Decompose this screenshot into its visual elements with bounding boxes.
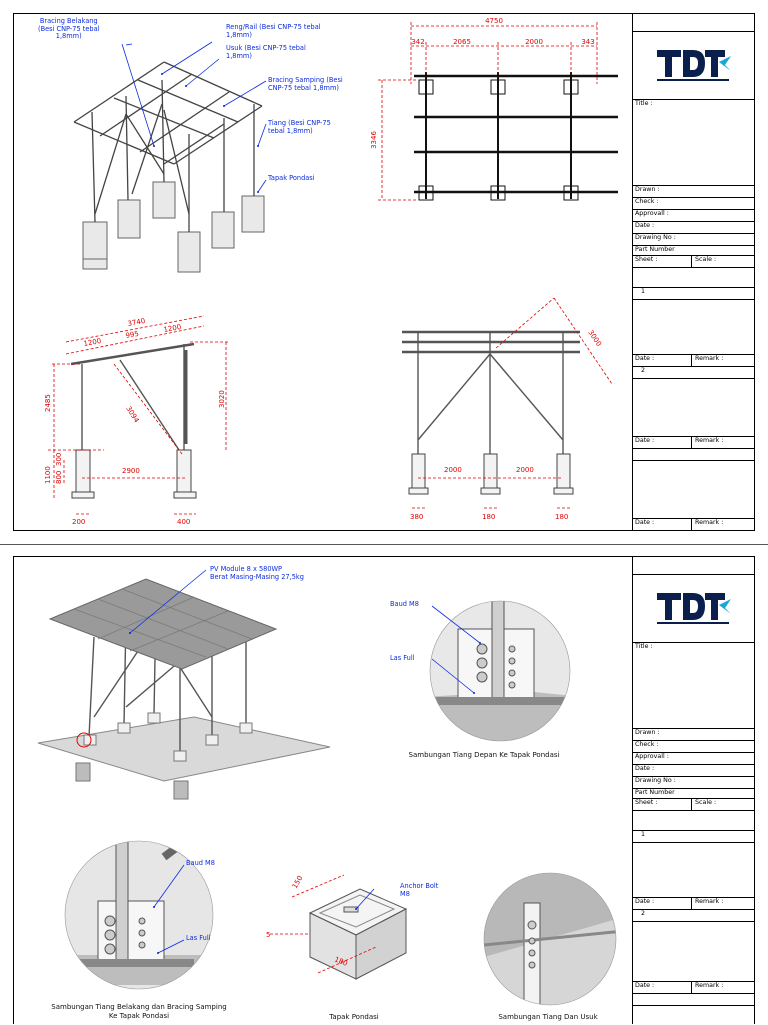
- callout-bracing-belakang: Bracing Belakang (Besi CNP-75 tebal 1,8mm): [38, 17, 100, 41]
- front-dimensions: [412, 298, 612, 508]
- logo-cell: [633, 32, 754, 100]
- plan-view: [414, 72, 618, 200]
- label-title-block-date: Date :: [635, 355, 655, 362]
- label-title-block-date: Date :: [633, 765, 754, 777]
- label-title-block-approval: Approvall :: [633, 210, 754, 222]
- label-title-block-date: Date :: [635, 898, 655, 905]
- caption-belakang: Sambungan Tiang Belakang dan Bracing Samping Ke Tapak Pondasi: [51, 1003, 227, 1020]
- plan-dim-span-1: 2065: [453, 38, 471, 46]
- label-title-block-part-number: Part Number: [633, 246, 754, 256]
- callout-las-1: Las Full: [390, 654, 415, 662]
- plan-dim-overall: 4750: [485, 17, 503, 25]
- label-title-block-rev2: 2: [641, 910, 646, 917]
- label-title-block-rev1: 1: [641, 831, 646, 838]
- side-dim-base-right: 400: [177, 518, 191, 526]
- label-title-block-date: Date :: [635, 982, 655, 989]
- callout-baud-2: Baud M8: [186, 859, 215, 867]
- side-dim-front-height: 2485: [44, 394, 52, 412]
- label-title-block-sheet: Sheet :: [635, 256, 658, 263]
- front-dim-diag: 3000: [586, 328, 603, 348]
- label-title-block-check: Check :: [633, 741, 754, 753]
- label-title-block-remark: Remark :: [691, 898, 723, 909]
- company-logo: [655, 44, 733, 84]
- sheet-2-drawings: [14, 557, 634, 1025]
- label-title-block-scale: Scale :: [691, 256, 716, 267]
- label-title-block-remark: Remark :: [691, 437, 723, 448]
- label-title-block-date: Date :: [633, 222, 754, 234]
- caption-depan: Sambungan Tiang Depan Ke Tapak Pondasi: [408, 751, 560, 759]
- side-dim-seg-1: 1200: [82, 336, 102, 348]
- callout-anchor: Anchor Bolt M8: [400, 882, 439, 898]
- front-view: [402, 332, 580, 494]
- page-separator: [0, 544, 768, 545]
- detail-post-rafter: [484, 873, 624, 1013]
- front-dim-span-2: 2000: [516, 466, 534, 474]
- footing-dim-180: 180: [333, 955, 349, 968]
- detail-footing: [310, 889, 406, 979]
- callout-usuk: Usuk (Besi CNP-75 tebal 1,8mm): [226, 44, 306, 60]
- side-dim-rear-height: 3020: [218, 390, 226, 408]
- label-title-block-drawn: Drawn :: [633, 729, 754, 741]
- label-title-block-check: Check :: [633, 198, 754, 210]
- plan-dim-span-2: 2000: [525, 38, 543, 46]
- label-title-block-rev1: 1: [641, 288, 646, 295]
- side-dim-pier-300: 300: [55, 452, 63, 466]
- drawing-sheet-2: [13, 556, 755, 1024]
- company-logo: [655, 587, 733, 627]
- caption-tapak: Tapak Pondasi: [329, 1013, 379, 1021]
- label-title-block-rev2: 2: [641, 367, 646, 374]
- detail-front-post-base: [424, 597, 584, 757]
- drawing-sheet-1: [13, 13, 755, 531]
- title-cell: Title :: [633, 100, 754, 186]
- side-dim-seg-3: 1200: [162, 322, 182, 334]
- label-title-block-remark: Remark :: [691, 982, 723, 993]
- callout-baud-1: Baud M8: [390, 600, 419, 608]
- front-dim-base-3: 180: [555, 513, 569, 521]
- title-block-2: [632, 557, 754, 1024]
- plan-dim-depth: 3346: [370, 131, 378, 149]
- plan-dimensions: [378, 22, 597, 200]
- title-block-1: [632, 14, 754, 530]
- label-title-block-scale: Scale :: [691, 799, 716, 810]
- label-title-block-remark: Remark :: [691, 519, 723, 531]
- label-title-block-date: Date :: [635, 519, 655, 526]
- footing-dim-150: 150: [290, 874, 305, 890]
- label-title-block-remark: Remark :: [691, 355, 723, 366]
- side-dim-seg-2: 995: [124, 329, 140, 340]
- callout-reng-rail: Reng/Rail (Besi CNP-75 tebal 1,8mm): [226, 23, 321, 39]
- side-dim-pier-1100: 1100: [44, 466, 52, 484]
- label-title-block-approval: Approvall :: [633, 753, 754, 765]
- callout-las-2: Las Full: [186, 934, 211, 942]
- label-title-block-drawn: Drawn :: [633, 186, 754, 198]
- callout-tapak-pondasi: Tapak Pondasi: [268, 174, 315, 182]
- front-dim-span-1: 2000: [444, 466, 462, 474]
- iso-pv-structure: [38, 579, 330, 799]
- detail-rear-post-base: [64, 827, 214, 991]
- plan-dim-right-end: 343: [581, 38, 595, 46]
- iso-frame-structure: [74, 62, 264, 272]
- footing-dim-5: 5: [266, 931, 271, 939]
- side-dim-base-left: 200: [72, 518, 86, 526]
- plan-dim-left-end: 342: [411, 38, 425, 46]
- label-title-block-title: Title :: [633, 643, 754, 729]
- label-title-block-date: Date :: [635, 437, 655, 444]
- label-title-block-part-number: Part Number: [633, 789, 754, 799]
- side-dim-brace: 3094: [124, 404, 141, 425]
- label-title-block-drawing-no: Drawing No :: [633, 777, 754, 789]
- front-dim-base-1: 380: [410, 513, 424, 521]
- side-dim-top: 3740: [126, 316, 146, 328]
- caption-usuk: Sambungan Tiang Dan Usuk: [498, 1013, 598, 1021]
- callout-tiang: Tiang (Besi CNP-75 tebal 1,8mm): [268, 119, 331, 135]
- label-title-block-sheet: Sheet :: [635, 799, 658, 806]
- callout-pv-module: PV Module 8 x 580WP Berat Masing-Masing 27,5kg: [210, 565, 304, 581]
- side-dim-pier-800: 800: [55, 470, 63, 484]
- label-title-block-drawing-no: Drawing No :: [633, 234, 754, 246]
- side-dim-span: 2900: [122, 467, 140, 475]
- front-dim-base-2: 180: [482, 513, 496, 521]
- callout-bracing-samping: Bracing Samping (Besi CNP-75 tebal 1,8mm): [268, 76, 343, 92]
